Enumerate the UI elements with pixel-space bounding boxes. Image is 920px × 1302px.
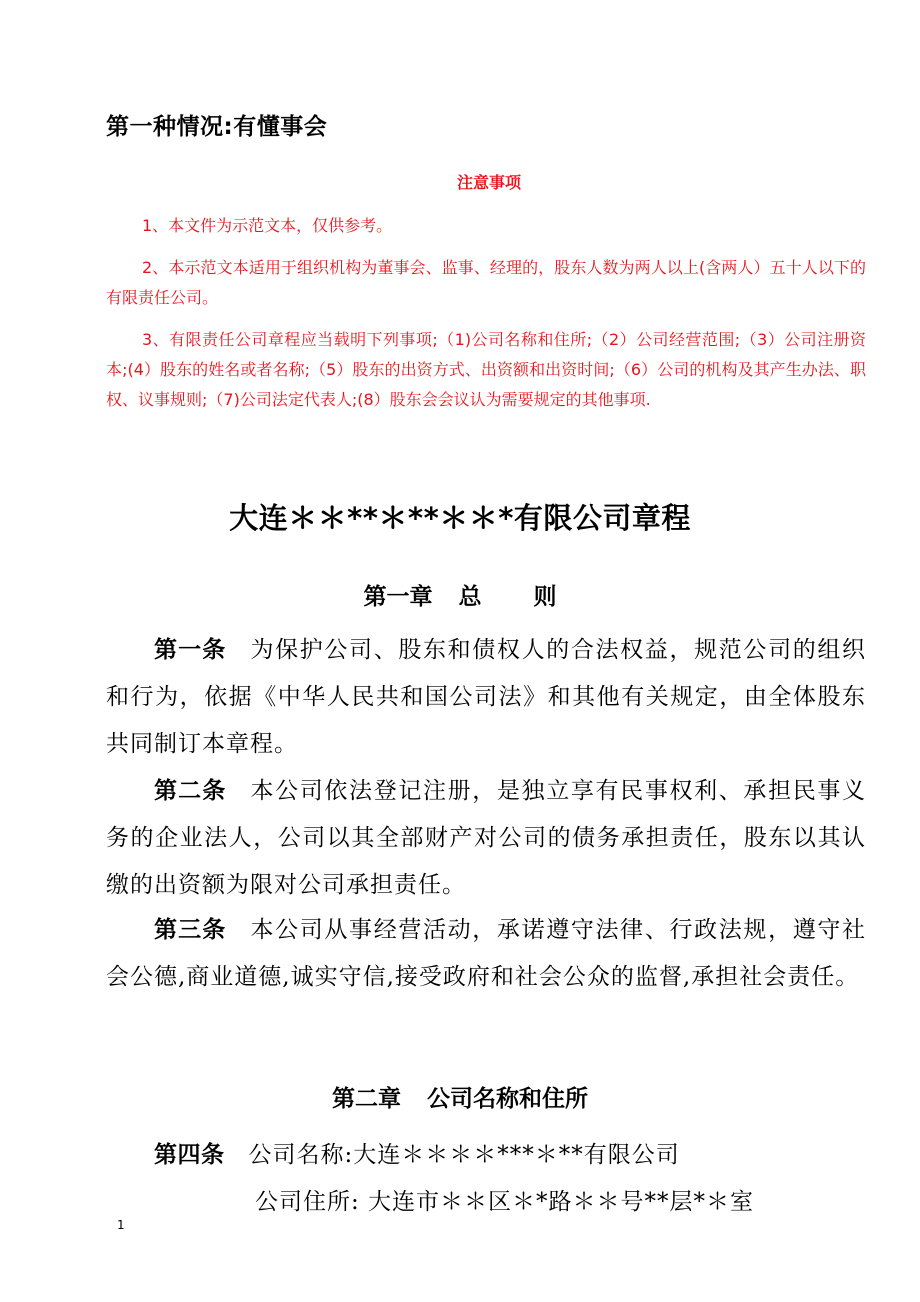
- chapter-2-number: 第二章: [332, 1086, 401, 1112]
- article-4-label: 第四条: [154, 1142, 225, 1168]
- chapter-1-number: 第一章: [363, 584, 433, 610]
- article-1-label: 第一条: [154, 637, 227, 663]
- page-number: 1: [117, 1218, 125, 1232]
- chapter-1-heading: [0, 578, 920, 611]
- chapter-2-heading: [0, 1080, 920, 1113]
- article-3-text: 本公司从事经营活动，承诺遵守法律、行政法规，遵守社会公德,商业道德,诚实守信,接受政府和社会公众的监督,承担社会责任。: [106, 917, 867, 990]
- chapter-1-title-a: 总: [458, 584, 482, 610]
- notice-title: 注意事项: [456, 173, 521, 192]
- article-1: [106, 627, 866, 768]
- chapter-1-title-b: 则: [533, 584, 557, 610]
- article-3: [106, 907, 866, 1001]
- article-2: [106, 768, 866, 909]
- article-2-text: 本公司依法登记注册，是独立享有民事权利、承担民事义务的企业法人，公司以其全部财产对公司的债务承担责任，股东以其认缴的出资额为限对公司承担责任。: [106, 778, 867, 898]
- notice-item: 3、有限责任公司章程应当载明下列事项;（1)公司名称和住所;（2）公司经营范围;（3）公司注册资本;(4）股东的姓名或者名称;（5）股东的出资方式、出资额和出资时间;（6）公司的机构及其产生办法、职权、议事规则;（7)公司法定代表人;(8）股东会会议认为需要规定的其他事项.: [106, 330, 866, 409]
- article-2-label: 第二条: [154, 778, 227, 804]
- article-4-name-line: [154, 1136, 680, 1169]
- article-3-label: 第三条: [154, 917, 227, 943]
- notice-item: 1、本文件为示范文本，仅供参考。: [142, 216, 393, 235]
- notice-block: [106, 170, 866, 427]
- section-heading: 第一种情况:有懂事会: [106, 114, 328, 140]
- chapter-2-title: 公司名称和住所: [427, 1086, 588, 1112]
- company-name: 公司名称:大连＊＊＊＊***＊**有限公司: [248, 1142, 680, 1168]
- article-4-address-line: [255, 1183, 754, 1216]
- document-title: 大连＊＊**＊**＊＊*有限公司章程: [229, 501, 691, 535]
- notice-item: 2、本示范文本适用于组织机构为董事会、监事、经理的，股东人数为两人以上(含两人）五十人以下的有限责任公司。: [106, 258, 866, 307]
- article-1-text: 为保护公司、股东和债权人的合法权益，规范公司的组织和行为，依据《中华人民共和国公司法》和其他有关规定，由全体股东共同制订本章程。: [106, 637, 867, 757]
- company-address: 公司住所: 大连市＊＊区＊*路＊＊号**层*＊室: [255, 1189, 755, 1215]
